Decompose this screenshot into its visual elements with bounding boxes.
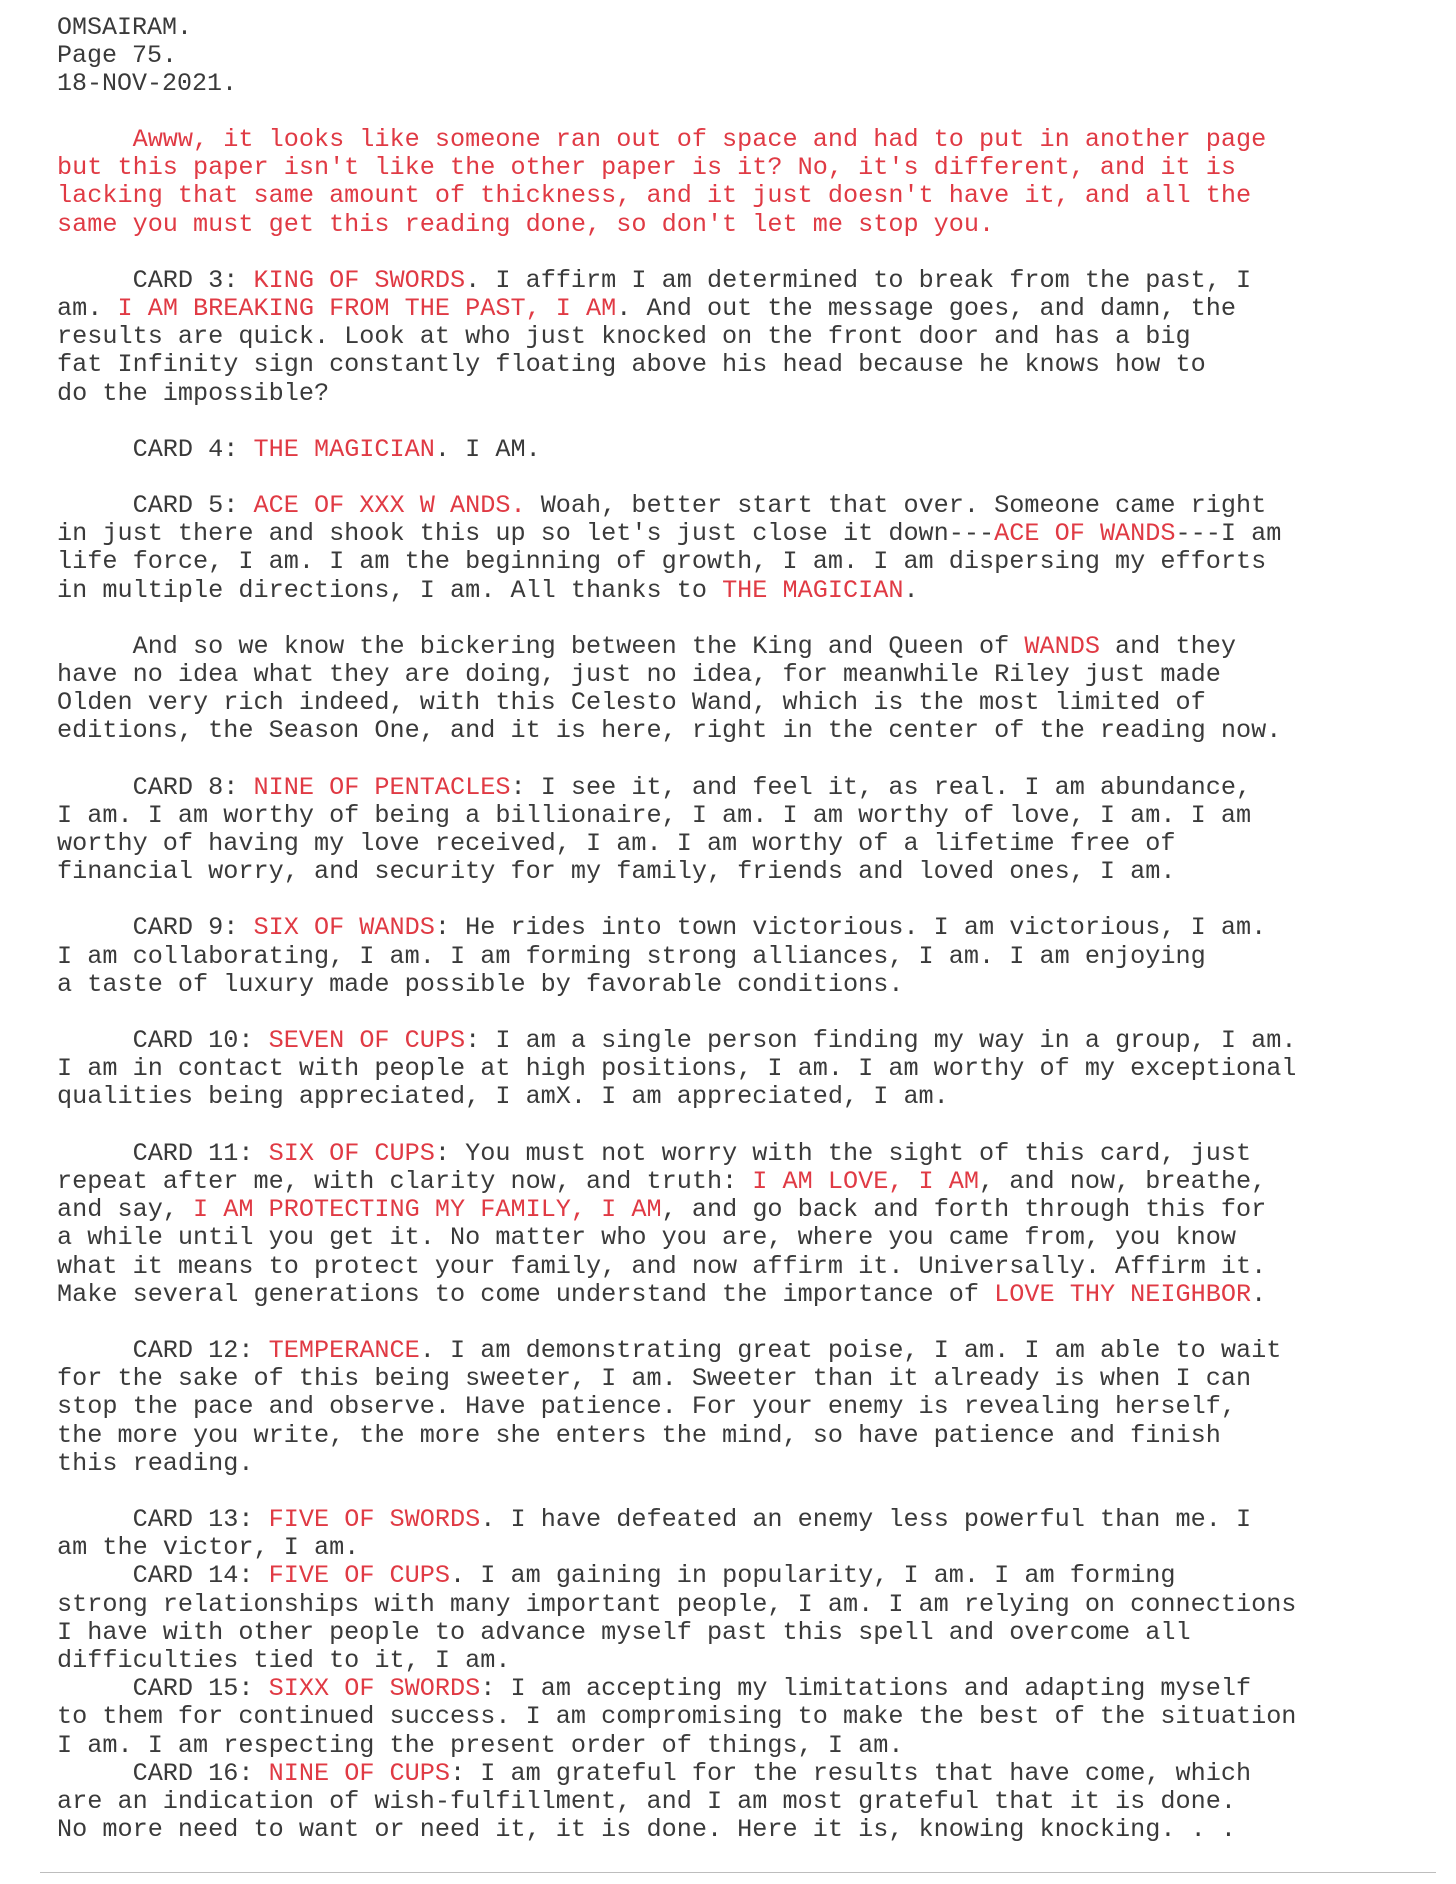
text-span: .	[1251, 1279, 1267, 1309]
text-line	[57, 577, 1436, 605]
text-line	[57, 1506, 1436, 1534]
text-line: what it means to protect your family, and now affirm it. Universally. Affirm it.	[57, 1251, 1267, 1281]
text-span: : He rides into town victorious. I am victorious, I am.	[434, 913, 1267, 943]
text-line: No more need to want or need it, it is done. Here it is, knowing knocking. . .	[57, 1815, 1236, 1845]
text-span: ---I am	[1175, 519, 1282, 549]
text-line	[57, 436, 1436, 464]
text-line: I am in contact with people at high positions, I am. I am worthy of my exceptional	[57, 1054, 1297, 1084]
text-line: editions, the Season One, and it is here, right in the center of the reading now.	[57, 716, 1282, 746]
text-span: CARD 13:	[57, 1504, 269, 1534]
text-line	[57, 1760, 1436, 1788]
text-line: the more you write, the more she enters the mind, so have patience and finish	[57, 1420, 1221, 1450]
header-title: OMSAIRAM.	[57, 13, 193, 42]
text-span: CARD 10:	[57, 1026, 269, 1056]
card-name: ACE OF WANDS	[994, 519, 1176, 549]
text-line: Olden very rich indeed, with this Celesto Wand, which is the most limited of	[57, 688, 1206, 718]
text-line: financial worry, and security for my family, friends and loved ones, I am.	[57, 857, 1176, 887]
text-line: fat Infinity sign constantly floating above his head because he knows how to	[57, 350, 1206, 380]
text-span: .	[903, 575, 919, 605]
card-9-paragraph	[57, 914, 1436, 999]
text-span: CARD 12:	[57, 1335, 269, 1365]
text-span: in multiple directions, I am. All thanks to	[57, 575, 723, 605]
text-line: for the sake of this being sweeter, I am. Sweeter than it already is when I can	[57, 1364, 1252, 1394]
header-date: 18-NOV-2021.	[57, 69, 238, 98]
affirmation: I AM PROTECTING MY FAMILY, I AM	[193, 1195, 662, 1225]
card-8-paragraph	[57, 774, 1436, 887]
card-name: SEVEN OF CUPS	[268, 1026, 466, 1056]
text-line: worthy of having my love received, I am. I am worthy of a lifetime free of	[57, 829, 1176, 859]
intro-line: but this paper isn't like the other paper is it? No, it's different, and it is	[57, 153, 1236, 183]
text-span: CARD 16:	[57, 1758, 269, 1788]
card-14-paragraph	[57, 1562, 1436, 1675]
text-span: CARD 8:	[57, 772, 254, 802]
text-line	[57, 295, 1436, 323]
text-line: a while until you get it. No matter who you are, where you came from, you know	[57, 1223, 1236, 1253]
text-line	[57, 774, 1436, 802]
text-span: Woah, better start that over. Someone came right	[525, 491, 1267, 521]
card-name: KING OF SWORDS	[253, 265, 466, 295]
text-span: CARD 4:	[57, 434, 254, 464]
text-line	[57, 633, 1436, 661]
text-line	[57, 1196, 1436, 1224]
card-4-paragraph	[57, 436, 1436, 464]
text-span: CARD 15:	[57, 1674, 269, 1704]
intro-line: same you must get this reading done, so don't let me stop you.	[57, 209, 995, 239]
text-span: : I am grateful for the results that have come, which	[450, 1758, 1252, 1788]
text-span: : I see it, and feel it, as real. I am abundance,	[510, 772, 1252, 802]
card-16-paragraph	[57, 1760, 1436, 1845]
wands-paragraph	[57, 633, 1436, 746]
text-line: this reading.	[57, 1448, 254, 1478]
text-span: CARD 3:	[57, 265, 254, 295]
text-line	[57, 1027, 1436, 1055]
text-span: : I am accepting my limitations and adapting myself	[480, 1674, 1252, 1704]
text-line: I am. I am worthy of being a billionaire, I am. I am worthy of love, I am. I am	[57, 800, 1252, 830]
text-line	[57, 1281, 1436, 1309]
text-line	[57, 492, 1436, 520]
text-span: . I am demonstrating great poise, I am. I am able to wait	[419, 1335, 1282, 1365]
text-line	[57, 1337, 1436, 1365]
text-line	[57, 914, 1436, 942]
card-name: TEMPERANCE	[268, 1335, 420, 1365]
text-line	[57, 1168, 1436, 1196]
intro-paragraph	[57, 126, 1436, 239]
card-name: SIX OF CUPS	[268, 1138, 435, 1168]
card-5-paragraph	[57, 492, 1436, 605]
card-12-paragraph	[57, 1337, 1436, 1478]
text-line: do the impossible?	[57, 378, 330, 408]
card-11-paragraph	[57, 1140, 1436, 1309]
text-line: have no idea what they are doing, just no idea, for meanwhile Riley just made	[57, 660, 1221, 690]
text-span: and they	[1099, 631, 1236, 661]
text-span: And so we know the bickering between the King and Queen of	[57, 631, 1025, 661]
card-10-paragraph	[57, 1027, 1436, 1112]
text-span: CARD 14:	[57, 1561, 269, 1591]
text-line: I am collaborating, I am. I am forming strong alliances, I am. I am enjoying	[57, 941, 1206, 971]
text-line: stop the pace and observe. Have patience. For your enemy is revealing herself,	[57, 1392, 1236, 1422]
text-line	[57, 1675, 1436, 1703]
card-3-paragraph	[57, 267, 1436, 408]
card-name: WANDS	[1024, 631, 1100, 661]
intro-line: lacking that same amount of thickness, and it just doesn't have it, and all the	[57, 181, 1252, 211]
text-line: difficulties tied to it, I am.	[57, 1645, 511, 1675]
text-span: . And out the message goes, and damn, the	[616, 294, 1236, 324]
card-15-paragraph	[57, 1675, 1436, 1760]
text-line: results are quick. Look at who just knocked on the front door and has a big	[57, 322, 1191, 352]
text-line: strong relationships with many important people, I am. I am relying on connections	[57, 1589, 1297, 1619]
text-line	[57, 1562, 1436, 1590]
card-name: THE MAGICIAN	[722, 575, 904, 605]
page-bottom-edge	[40, 1872, 1436, 1873]
text-span: repeat after me, with clarity now, and truth:	[57, 1166, 753, 1196]
text-span: , and now, breathe,	[979, 1166, 1267, 1196]
card-name: FIVE OF SWORDS	[268, 1504, 481, 1534]
card-name: FIVE OF CUPS	[268, 1561, 451, 1591]
text-span: CARD 5:	[57, 491, 254, 521]
text-span: Make several generations to come understand the importance of	[57, 1279, 995, 1309]
text-span: , and go back and forth through this for	[661, 1195, 1267, 1225]
affirmation: LOVE THY NEIGHBOR	[994, 1279, 1252, 1309]
text-line: am the victor, I am.	[57, 1533, 360, 1563]
text-span: and say,	[57, 1195, 194, 1225]
text-line	[57, 1140, 1436, 1168]
card-name: THE MAGICIAN	[253, 434, 435, 464]
text-line: qualities being appreciated, I amX. I am appreciated, I am.	[57, 1082, 949, 1112]
card-name: SIXX OF SWORDS	[268, 1674, 481, 1704]
text-span: in just there and shook this up so let's just close it down---	[57, 519, 995, 549]
text-span: CARD 11:	[57, 1138, 269, 1168]
text-line	[57, 520, 1436, 548]
text-line: I have with other people to advance myself past this spell and overcome all	[57, 1617, 1191, 1647]
text-span: CARD 9:	[57, 913, 254, 943]
text-span: . I affirm I am determined to break from the past, I	[465, 265, 1252, 295]
text-span: . I have defeated an enemy less powerful than me. I	[480, 1504, 1252, 1534]
affirmation: I AM BREAKING FROM THE PAST, I AM	[117, 294, 617, 324]
header-page-number: Page 75.	[57, 41, 178, 70]
intro-line: Awww, it looks like someone ran out of space and had to put in another page	[57, 125, 1267, 154]
page-header	[57, 14, 1436, 98]
text-line: are an indication of wish-fulfillment, and I am most grateful that it is done.	[57, 1786, 1236, 1816]
card-name: NINE OF PENTACLES	[253, 772, 511, 802]
text-line: a taste of luxury made possible by favorable conditions.	[57, 969, 904, 999]
text-line: life force, I am. I am the beginning of growth, I am. I am dispersing my efforts	[57, 547, 1267, 577]
text-line: to them for continued success. I am compromising to make the best of the situation	[57, 1702, 1297, 1732]
affirmation: I AM LOVE, I AM	[752, 1166, 980, 1196]
text-span: . I am gaining in popularity, I am. I am forming	[450, 1561, 1176, 1591]
text-span: : You must not worry with the sight of this card, just	[434, 1138, 1252, 1168]
card-name: SIX OF WANDS	[253, 913, 435, 943]
text-line: I am. I am respecting the present order of things, I am.	[57, 1730, 904, 1760]
text-span: . I AM.	[434, 434, 541, 464]
card-name: NINE OF CUPS	[268, 1758, 451, 1788]
text-span: : I am a single person finding my way in a group, I am.	[465, 1026, 1297, 1056]
text-span: am.	[57, 294, 118, 324]
card-name: ACE OF XXX W ANDS.	[253, 491, 526, 521]
text-line	[57, 267, 1436, 295]
card-13-paragraph	[57, 1506, 1436, 1562]
